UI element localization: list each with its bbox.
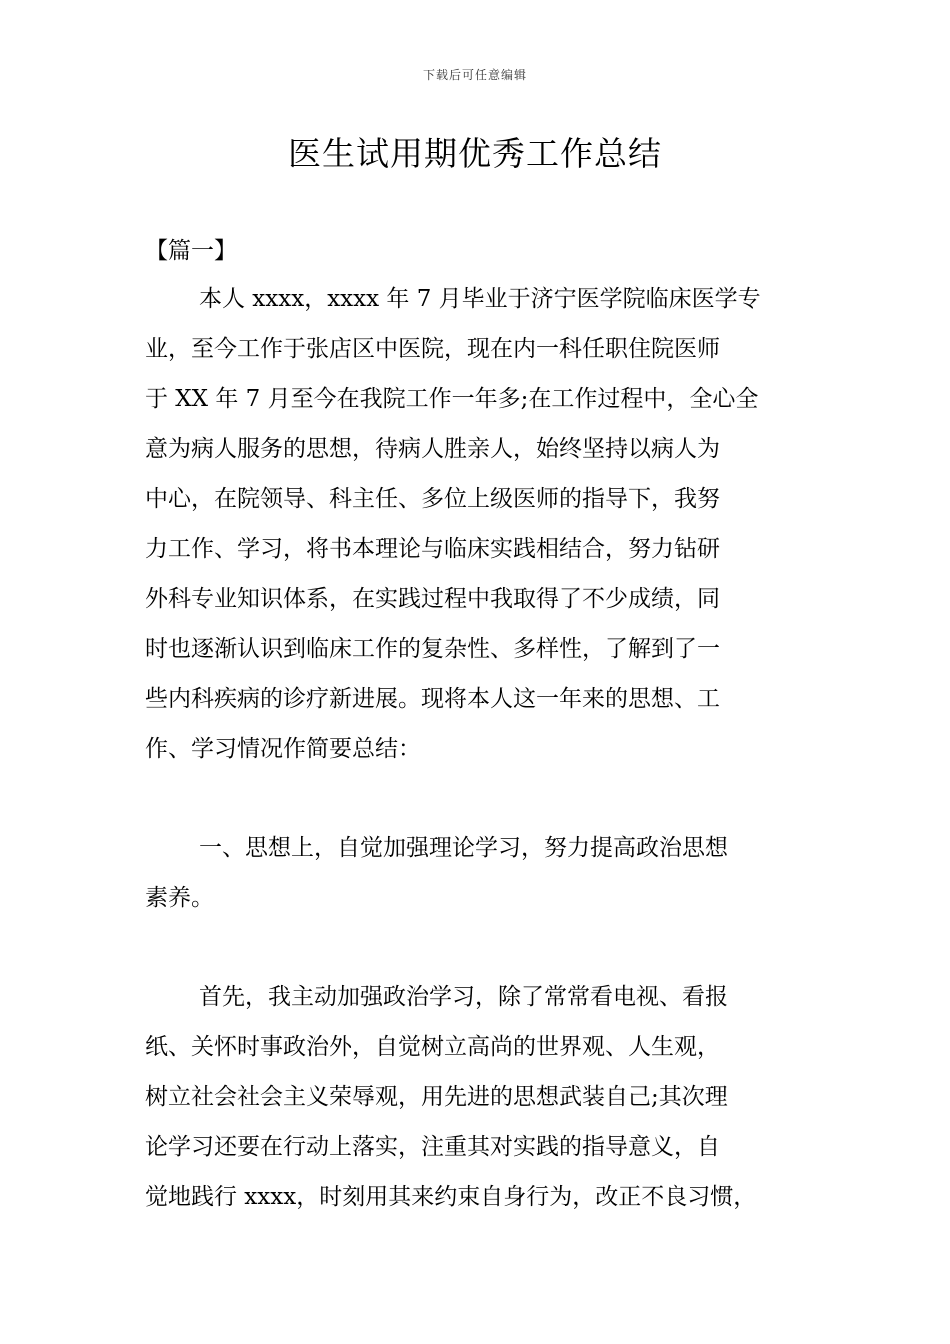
page-title: 医生试用期优秀工作总结 — [288, 134, 662, 173]
text-line: 觉地践行 xxxx，时刻用其来约束自身行为，改正不良习惯， — [145, 1184, 757, 1210]
text-line: 些内科疾病的诊疗新进展。现将本人这一年来的思想、工 — [145, 686, 720, 712]
paragraph-heading-1 — [145, 823, 810, 923]
text-line: 外科专业知识体系，在实践过程中我取得了不少成绩，同 — [145, 586, 720, 612]
section-label: 【篇一】 — [145, 238, 237, 264]
paragraph-intro — [145, 274, 810, 774]
download-note: 下载后可任意编辑 — [422, 68, 527, 82]
text-line: 意为病人服务的思想，待病人胜亲人，始终坚持以病人为 — [145, 436, 720, 462]
text-line: 首先，我主动加强政治学习，除了常常看电视、看报 — [199, 984, 728, 1010]
text-line: 作、学习情况作简要总结： — [145, 736, 421, 762]
text-line: 业，至今工作于张店区中医院，现在内一科任职住院医师 — [145, 336, 720, 362]
text-line: 本人 xxxx，xxxx 年 7 月毕业于济宁医学院临床医学专 — [199, 286, 761, 312]
text-line: 论学习还要在行动上落实，注重其对实践的指导意义，自 — [145, 1134, 720, 1160]
text-line: 中心，在院领导、科主任、多位上级医师的指导下，我努 — [145, 486, 720, 512]
text-line: 力工作、学习，将书本理论与临床实践相结合，努力钻研 — [145, 536, 720, 562]
text-line: 一、思想上，自觉加强理论学习，努力提高政治思想 — [199, 835, 728, 861]
paragraph-political-study — [145, 972, 810, 1222]
text-line: 树立社会社会主义荣辱观，用先进的思想武装自己;其次理 — [145, 1084, 728, 1110]
text-line: 时也逐渐认识到临床工作的复杂性、多样性，了解到了一 — [145, 636, 720, 662]
text-line: 素养。 — [145, 885, 214, 911]
text-line: 于 XX 年 7 月至今在我院工作一年多;在工作过程中，全心全 — [145, 386, 759, 412]
text-line: 纸、关怀时事政治外，自觉树立高尚的世界观、人生观， — [145, 1034, 720, 1060]
